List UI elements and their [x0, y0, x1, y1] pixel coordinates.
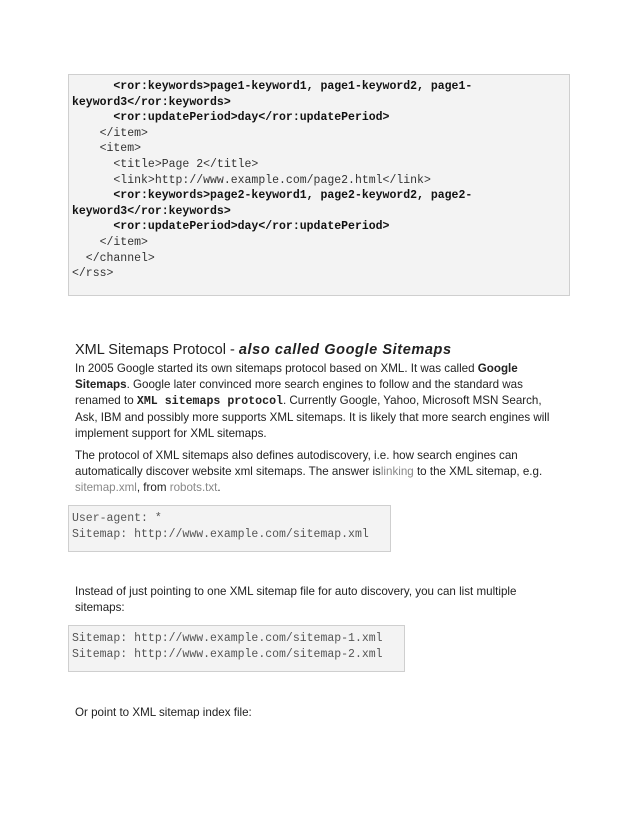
robots-code-block: [68, 505, 391, 552]
code-line: keyword3</ror:keywords>: [72, 204, 231, 218]
autodiscovery-paragraph: [75, 448, 565, 496]
code-line: Sitemap: http://www.example.com/sitemap.xml: [72, 527, 369, 541]
code-line: </rss>: [72, 267, 114, 281]
code-line: <ror:keywords>page1-keyword1, page1-keyword2, page1-: [72, 80, 473, 93]
code-line: </channel>: [72, 251, 155, 265]
code-line: Sitemap: http://www.example.com/sitemap-2.xml: [72, 647, 383, 661]
multiple-sitemaps-code-block: [68, 625, 405, 672]
code-line: <ror:updatePeriod>day</ror:updatePeriod>: [72, 111, 390, 125]
xml-sitemaps-protocol-term: XML sitemaps protocol: [136, 395, 283, 408]
code-line: <link>http://www.example.com/page2.html</link>: [72, 173, 431, 187]
google-sitemaps-term: Google Sitemaps: [75, 362, 518, 391]
code-line: Sitemap: http://www.example.com/sitemap-1.xml: [72, 632, 383, 645]
para-text: , from: [136, 481, 170, 494]
code-line: </item>: [72, 235, 148, 249]
code-line: <title>Page 2</title>: [72, 157, 259, 171]
code-line: <item>: [72, 142, 142, 156]
robots-txt-link[interactable]: robots.txt: [169, 481, 218, 494]
code-line: keyword3</ror:keywords>: [72, 95, 231, 109]
para-text: to the XML sitemap, e.g.: [413, 465, 543, 478]
para-text: .: [217, 481, 221, 494]
code-line: User-agent: *: [72, 512, 162, 525]
linking-link[interactable]: linking: [380, 465, 414, 478]
xml-code-block: [68, 74, 570, 296]
code-line: <ror:updatePeriod>day</ror:updatePeriod>: [72, 220, 390, 234]
para-text: The protocol of XML sitemaps also defines autodiscovery, i.e. how search engines can automatically discover website xml sitemaps. The answer is: [75, 449, 518, 478]
para-text: . Currently Google, Yahoo, Microsoft MSN Search, Ask, IBM and possibly more supports XML sitemaps. It is likely that more search engines will implement support for XML sitemaps.: [75, 394, 550, 440]
sitemap-index-paragraph: Or point to XML sitemap index file:: [75, 706, 252, 719]
multiple-sitemaps-paragraph: Instead of just pointing to one XML sitemap file for auto discovery, you can list multiple sitemaps:: [75, 585, 517, 614]
heading-prefix: XML Sitemaps Protocol -: [75, 342, 239, 358]
code-line: <ror:keywords>page2-keyword1, page2-keyword2, page2-: [72, 189, 473, 203]
code-line: </item>: [72, 126, 148, 140]
intro-paragraph: [75, 361, 565, 442]
para-text: . Google later convinced more search engines to follow and the standard was renamed to: [75, 378, 523, 407]
section-heading: [75, 342, 452, 358]
heading-emphasis: also called Google Sitemaps: [238, 342, 452, 358]
sitemap-xml-link[interactable]: sitemap.xml: [75, 481, 137, 494]
para-text: In 2005 Google started its own sitemaps protocol based on XML. It was called: [75, 362, 478, 375]
